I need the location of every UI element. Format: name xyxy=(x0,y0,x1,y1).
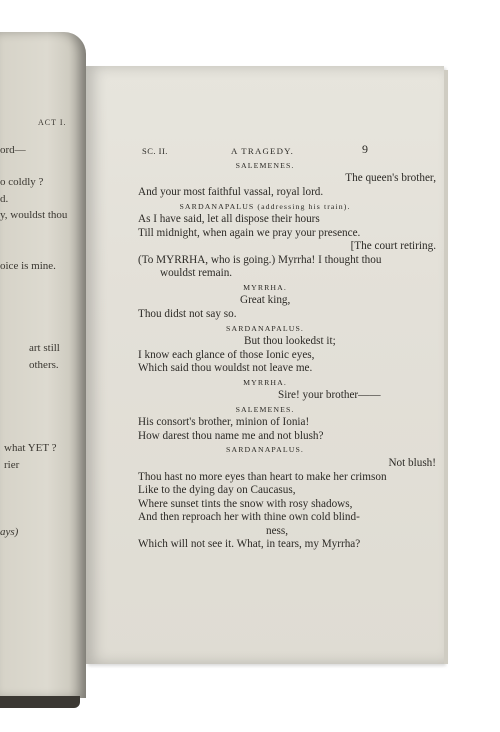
verse-line: And your most faithful vassal, royal lord. xyxy=(138,186,324,198)
verse-line: Which said thou wouldst not leave me. xyxy=(138,362,313,374)
speaker-name: SALEMENES. xyxy=(235,161,295,170)
verse-line: Great king, xyxy=(240,294,291,306)
verse-line: And then reproach her with thine own cold blind- xyxy=(138,511,360,523)
verse-line: wouldst remain. xyxy=(160,267,233,279)
verse-line: ness, xyxy=(266,525,289,537)
left-text-fragment: ord— xyxy=(0,144,26,156)
running-head-title: A TRAGEDY. xyxy=(231,146,294,156)
left-text-fragment: oice is mine. xyxy=(0,260,56,272)
speaker-name: MYRRHA. xyxy=(243,283,287,292)
speaker-name: SARDANAPALUS (addressing his train). xyxy=(179,202,351,211)
verse-line: [The court retiring. xyxy=(350,240,436,252)
verse-line: Thou hast no more eyes than heart to make her crimson xyxy=(138,471,387,483)
left-text-fragment: ays) xyxy=(0,526,19,538)
speaker-name: MYRRHA. xyxy=(243,378,287,387)
verse-line: But thou lookedst it; xyxy=(244,335,336,347)
speaker-name: SARDANAPALUS. xyxy=(226,324,304,333)
left-running-head: ACT I. xyxy=(38,118,67,127)
verse-line: The queen's brother, xyxy=(345,172,436,184)
running-head-scene: SC. II. xyxy=(142,146,168,156)
verse-line: Thou didst not say so. xyxy=(138,308,237,320)
right-page xyxy=(86,66,444,664)
left-text-fragment: y, wouldst thou xyxy=(0,209,68,221)
page-number: 9 xyxy=(362,142,368,156)
left-text-fragment: d. xyxy=(0,193,9,205)
verse-line: (To MYRRHA, who is going.) Myrrha! I thought thou xyxy=(138,254,382,266)
verse-line: Sire! your brother—— xyxy=(278,389,381,401)
left-text-fragment: o coldly ? xyxy=(0,176,44,188)
left-text-fragment: what YET ? xyxy=(4,442,57,454)
verse-line: I know each glance of those Ionic eyes, xyxy=(138,349,315,361)
verse-line: Like to the dying day on Caucasus, xyxy=(138,484,296,496)
book-cover-edge xyxy=(0,696,80,708)
verse-line: Till midnight, when again we pray your presence. xyxy=(138,227,361,239)
speaker-name: SALEMENES. xyxy=(235,405,295,414)
verse-line: Not blush! xyxy=(388,457,436,469)
verse-line: Which will not see it. What, in tears, my Myrrha? xyxy=(138,538,361,550)
left-text-fragment: art still xyxy=(29,342,60,354)
verse-line: How darest thou name me and not blush? xyxy=(138,430,324,442)
page-edge xyxy=(444,70,448,664)
left-page xyxy=(0,32,86,698)
verse-line: As I have said, let all dispose their hours xyxy=(138,213,320,225)
verse-line: His consort's brother, minion of Ionia! xyxy=(138,416,310,428)
speaker-name: SARDANAPALUS. xyxy=(226,445,304,454)
left-text-fragment: rier xyxy=(4,459,20,471)
verse-line: Where sunset tints the snow with rosy shadows, xyxy=(138,498,353,510)
left-text-fragment: others. xyxy=(29,359,59,371)
